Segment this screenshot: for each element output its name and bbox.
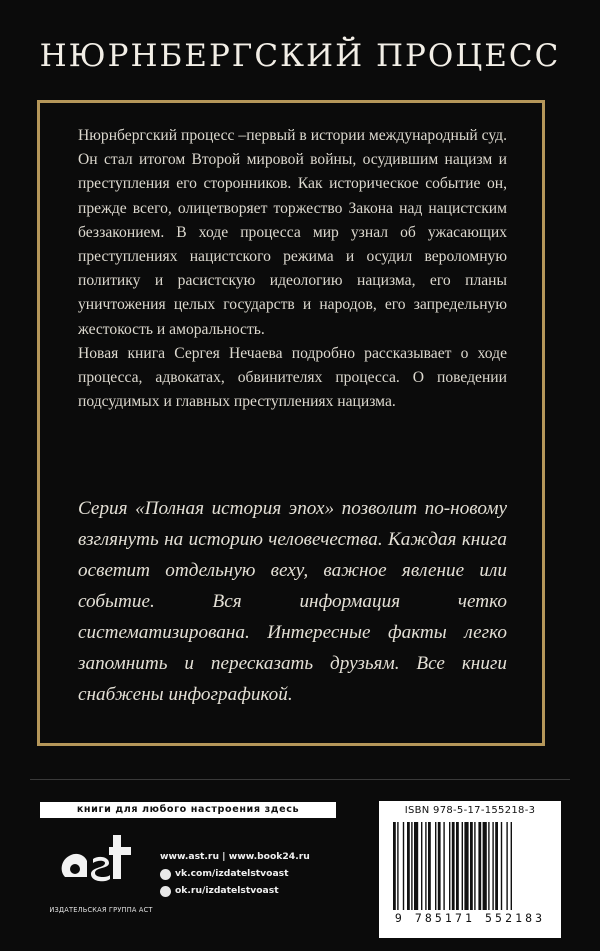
websites-row xyxy=(160,850,310,864)
description-paragraph-2: Новая книга Сергея Нечаева подробно рассказывает о ходе процесса, адвокатах, обвинителях процесса. О поведении подсудимых и главных преступлениях нацизма. xyxy=(78,344,507,411)
vk-row xyxy=(160,867,310,881)
book-title: НЮРНБЕРГСКИЙ ПРОЦЕСС xyxy=(39,38,561,74)
isbn-label: ISBN 978-5-17-155218-3 xyxy=(404,805,536,816)
book-description xyxy=(78,124,507,414)
series-description: Серия «Полная история эпох» позволит по-новому взглянуть на историю человечества. Каждая книга осветит отдельную веху, важное явление или событие. Вся информация четко систематизирована. Интересные факты легко запомнить и пересказать друзьям. Все книги снабжены инфографикой. xyxy=(78,498,507,705)
ok-row xyxy=(160,884,310,898)
divider xyxy=(30,779,570,780)
logo-ast-icon xyxy=(55,825,135,887)
barcode-block xyxy=(379,801,561,938)
ok-link[interactable]: ok.ru/izdatelstvoast xyxy=(175,885,279,896)
publisher-name: ИЗДАТЕЛЬСКАЯ ГРУППА АСТ xyxy=(49,906,153,914)
vk-link[interactable]: vk.com/izdatelstvoast xyxy=(175,868,289,879)
description-paragraph-1: Нюрнбергский процесс –первый в истории международный суд. Он стал итогом Второй мировой войны, осудившим нацизм и преступления его сторонников. Как историческое событие он, прежде всего, олицетворяет торжество Закона над нацистским беззаконием. В ходе процесса мир узнал об ужасающих преступлениях нацистского режима и осудил вероломную политику и расистскую идеологию нацизма, его планы уничтожения целых государств и народов, его запредельную жестокость и аморальность. xyxy=(78,127,507,338)
ok-icon xyxy=(160,886,171,897)
barcode-digits: 9 785171 552183 xyxy=(394,911,546,925)
barcode-icon xyxy=(385,820,555,912)
slogan-banner: книги для любого настроения здесь xyxy=(40,802,336,818)
contact-links xyxy=(160,850,310,901)
vk-icon xyxy=(160,869,171,880)
websites-link[interactable]: www.ast.ru | www.book24.ru xyxy=(160,851,310,862)
